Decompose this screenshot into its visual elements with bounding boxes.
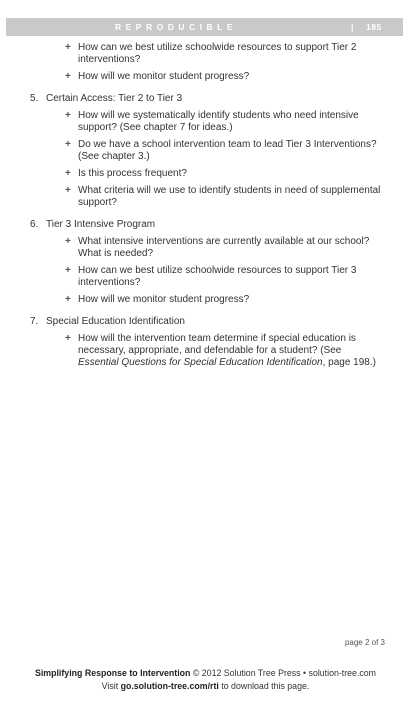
section-number: 6. — [30, 219, 39, 230]
bullet-item: + How will we monitor student progress? — [30, 294, 382, 306]
footer-copyright: © 2012 Solution Tree Press • solution-tree.com — [190, 668, 377, 678]
section-title: Certain Access: Tier 2 to Tier 3 — [46, 93, 183, 104]
document-body — [30, 42, 382, 374]
footer-visit: Visit — [101, 681, 121, 691]
footer-line-1 — [0, 667, 411, 680]
footer-download: to download this page. — [218, 681, 310, 691]
header-separator: | — [351, 22, 354, 32]
book-reference: Essential Questions for Special Education Identification — [78, 357, 323, 368]
header-title: REPRODUCIBLE — [114, 22, 237, 32]
section-title: Special Education Identification — [46, 316, 185, 327]
bullet-item: + How will we monitor student progress? — [30, 71, 382, 83]
page-indicator: page 2 of 3 — [344, 638, 385, 647]
bullet-item: + How can we best utilize schoolwide resources to support Tier 3 interventions? — [30, 265, 382, 289]
bullet-item: + Do we have a school intervention team to lead Tier 3 Interventions? (See chapter 3.) — [30, 139, 382, 163]
footer-book-title: Simplifying Response to Intervention — [34, 668, 191, 678]
bullet-item: + How can we best utilize schoolwide resources to support Tier 2 interventions? — [30, 42, 382, 66]
reproducible-header-bar — [6, 18, 403, 36]
bullet-item: + What intensive interventions are currently available at our school? What is needed? — [30, 236, 382, 260]
bullet-item: + Is this process frequent? — [30, 168, 382, 180]
bullet-item: + How will we systematically identify students who need intensive support? (See chapter 7 for ideas.) — [30, 110, 382, 134]
copyright-footer — [0, 667, 411, 693]
section-heading — [30, 219, 382, 231]
section-title: Tier 3 Intensive Program — [46, 219, 156, 230]
footer-url-link[interactable]: go.solution-tree.com/rti — [120, 681, 219, 691]
bullet-item — [30, 333, 382, 369]
bullet-item: + What criteria will we use to identify students in need of supplemental support? — [30, 185, 382, 209]
section-number: 5. — [30, 93, 39, 104]
section-heading — [30, 316, 382, 328]
header-page-number: 185 — [366, 22, 382, 32]
section-heading — [30, 93, 382, 105]
bullet-text: How will the intervention team determine if special education is necessary, appropriate, and defendable for a student? (See — [78, 333, 356, 356]
bullet-text: , page 198.) — [322, 357, 376, 368]
section-number: 7. — [30, 316, 39, 327]
footer-line-2 — [0, 680, 411, 693]
